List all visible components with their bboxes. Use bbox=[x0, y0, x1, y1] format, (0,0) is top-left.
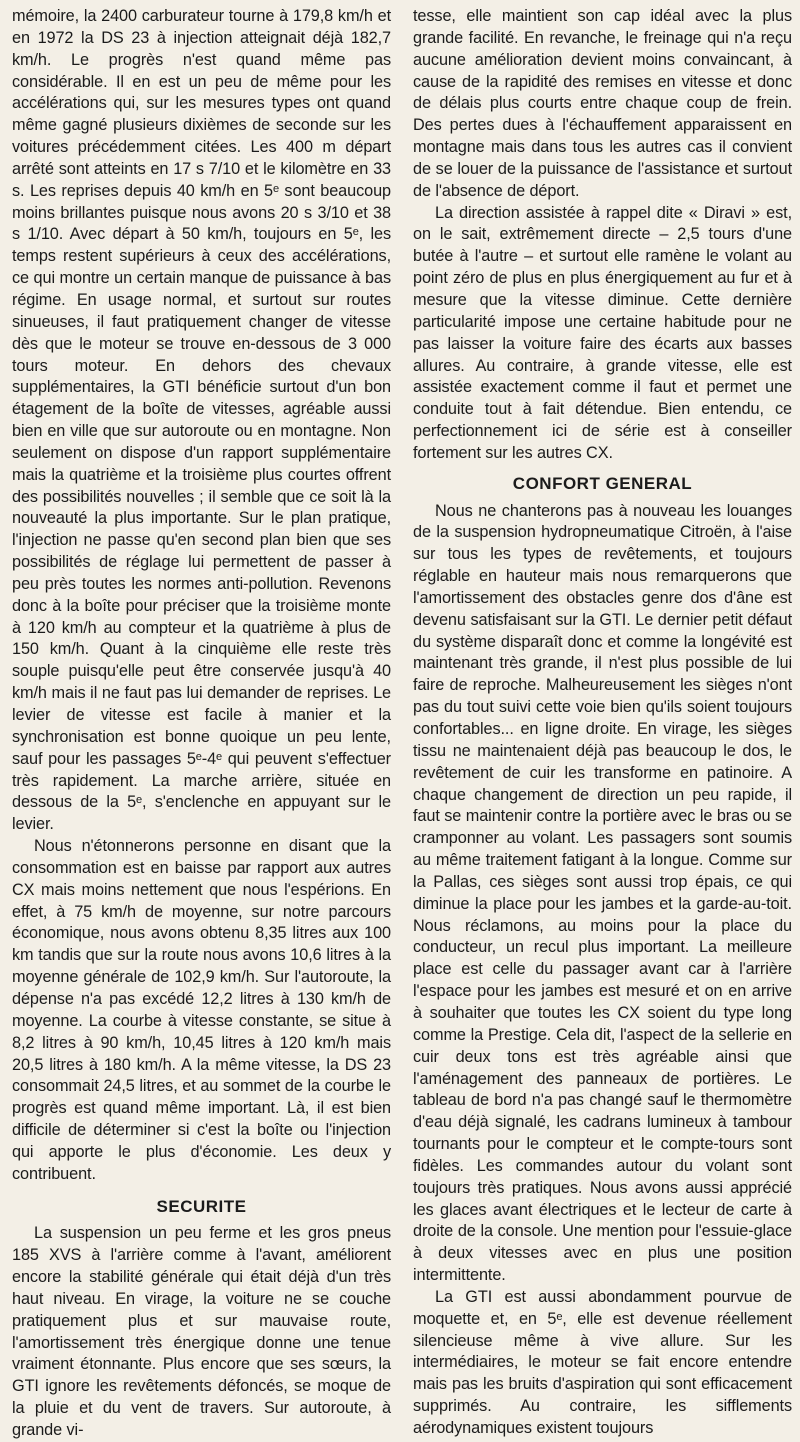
section-heading-confort: CONFORT GENERAL bbox=[512, 473, 693, 493]
section-heading-securite: SECURITE bbox=[156, 1196, 247, 1216]
paragraph-securite: La suspension un peu ferme et les gros pneus 185 XVS à l'arrière comme à l'avant, améliorent encore la stabilité générale qui était déjà d'un très haut niveau. En virage, la voiture ne se couche pratiquement plus et sur mauvaise route, l'amortissement très énergique donne une tenue vraiment étonnante. Plus encore que ses sœurs, la GTI ignore les revêtements défoncés, se moque de la pluie et du vent de travers. Sur autoroute, à grande vi- bbox=[12, 1224, 391, 1439]
paragraph-consommation: Nous n'étonnerons personne en disant que la consommation est en baisse par rapport aux autres CX mais moins nettement que nous l'espérions. En effet, à 75 km/h de moyenne, sur notre parcours économique, nous avons obtenu 8,35 litres aux 100 km tandis que sur la route nous avons 10,6 litres à la moyenne générale de 102,9 km/h. Sur l'autoroute, la dépense n'a pas excédé 12,2 litres à 130 km/h de moyenne. La courbe à vitesse constante, se situe à 8,2 litres à 90 km/h, 10,45 litres à 120 km/h mais 20,5 litres à 180 km/h. A la même vitesse, la DS 23 consommait 24,5 litres, et au sommet de la courbe le progrès est quand même important. Là, il est bien difficile de déterminer si c'est la boîte ou l'injection qui apporte le plus d'économie. Les deux y contribuent. bbox=[12, 837, 391, 1183]
paragraph-confort: Nous ne chanterons pas à nouveau les louanges de la suspension hydropneumatique Citroën, à l'aise sur tous les types de revêtements, et toujours réglable en hauteur mais nous remarquerons que l'amortissement des obstacles genre dos d'âne est devenu satisfaisant sur la GTI. Le dernier petit défaut du système disparaît donc et comme la longévité est maintenant très grande, il n'est plus possible de lui faire de reproche. Malheureusement les sièges n'ont pas du tout suivi cette voie bien qu'ils soient toujours confortables... en ligne droite. En virage, les sièges tissu ne maintenaient déjà pas beaucoup le dos, le revêtement de cuir les transforme en patinoire. A chaque changement de direction un peu rapide, il faut se maintenir contre la portière avec le bras ou se cramponner au volant. Les passagers sont soumis au même traitement fatigant à la longue. Comme sur la Pallas, ces sièges sont aussi trop épais, ce qui diminue la place pour les jambes et la garde-au-toit. Nous réclamons, au moins pour la place du conducteur, un recul plus important. La meilleure place est celle du passager avant car à l'arrière l'espace pour les jambes est mesuré et on en arrive à souhaiter que toutes les CX soient du type long comme la Prestige. Cela dit, l'aspect de la sellerie en cuir deux tons est très agréable ainsi que l'aménagement des panneaux de portières. Le tableau de bord n'a pas changé sauf le thermomètre d'eau déjà signalé, les cadrans lumineux à tambour tournants pour le compteur et le compte-tours sont fidèles. Les commandes autour du volant sont toujours très pratiques. Nous avons aussi apprécié les glaces avant électriques et le lecteur de carte à droite de la console. Une mention pour l'essuie-glace à deux vitesses avec en plus une position intermittente. bbox=[413, 501, 792, 1285]
right-column bbox=[413, 6, 792, 1437]
paragraph-freinage: tesse, elle maintient son cap idéal avec la plus grande facilité. En revanche, le freinage qui n'a reçu aucune amélioration devient moins convaincant, à cause de la rapidité des remises en vitesse et donc de délais plus courts entre chaque coup de frein. Des pertes dues à l'échauffement apparaissent en montagne mais dans tous les autres cas il convient de se louer de la puissance de l'assistance et surtout de l'absence de déport. bbox=[413, 7, 792, 200]
paragraph-insonorisation: La GTI est aussi abondamment pourvue de moquette et, en 5ᵉ, elle est devenue réellement silencieuse même à vive allure. Sur les intermédiaires, le moteur se fait encore entendre mais pas les bruits d'aspiration qui sont efficacement supprimés. Au contraire, les sifflements aérodynamiques existent toujours bbox=[413, 1287, 792, 1437]
left-column bbox=[12, 6, 391, 1439]
paragraph-direction: La direction assistée à rappel dite « Diravi » est, on le sait, extrêmement directe – 2,5 tours d'une butée à l'autre – et surtout elle ramène le volant au point zéro de plus en plus énergiquement au fur et à mesure que la vitesse diminue. Cette dernière particularité impose une certaine habitude pour ne pas laisser la voiture faire des écarts aux basses allures. Au contraire, à grande vitesse, elle est assistée exactement comme il faut et permet une conduite tout à fait détendue. Bien entendu, ce perfectionnement ici de série est à conseiller fortement sur les autres CX. bbox=[413, 203, 792, 462]
paragraph-performance: mémoire, la 2400 carburateur tourne à 179,8 km/h et en 1972 la DS 23 à injection atteignait déjà 182,7 km/h. Le progrès n'est quand même pas considérable. Il en est un peu de même pour les accélérations qui, sur les mesures types ont quand même gagné plusieurs dixièmes de seconde sur les voitures précédemment citées. Les 400 m départ arrêté sont atteints en 17 s 7/10 et le kilomètre en 33 s. Les reprises depuis 40 km/h en 5ᵉ sont beaucoup moins brillantes puisque nous avons 20 s 3/10 et 38 s 1/10. Avec départ à 50 km/h, toujours en 5ᵉ, les temps restent supérieurs à ceux des accélérations, ce qui montre un certain manque de puissance à bas régime. En usage normal, et surtout sur routes sinueuses, il faut pratiquement changer de vitesse dès que le moteur se trouve en-dessous de 3 000 tours moteur. En dehors des chevaux supplémentaires, la GTI bénéficie surtout d'un bon étagement de la boîte de vitesses, agréable aussi bien en ville que sur autoroute ou en montagne. Non seulement on dispose d'un rapport supplémentaire mais la quatrième et la troisième plus courtes offrent des possibilités nouvelles ; il semble que ce soit là la nouveauté la plus importante. Sur le plan pratique, l'injection ne passe qu'en second plan bien que ses possibilités de réglage lui permettent de passer à peu près toutes les normes anti-pollution. Revenons donc à la boîte pour préciser que la troisième monte à 120 km/h au compteur et la quatrième à plus de 150 km/h. Quant à la cinquième elle reste très souple puisqu'elle peut être conservée jusqu'à 40 km/h mais il ne faut pas lui demander de reprises. Le levier de vitesse est facile à manier et la synchronisation est bonne quoique un peu lente, sauf pour les passages 5ᵉ-4ᵉ qui peuvent s'effectuer très rapidement. La marche arrière, située en dessous de la 5ᵉ, s'enclenche en appuyant sur le levier. bbox=[12, 7, 391, 834]
